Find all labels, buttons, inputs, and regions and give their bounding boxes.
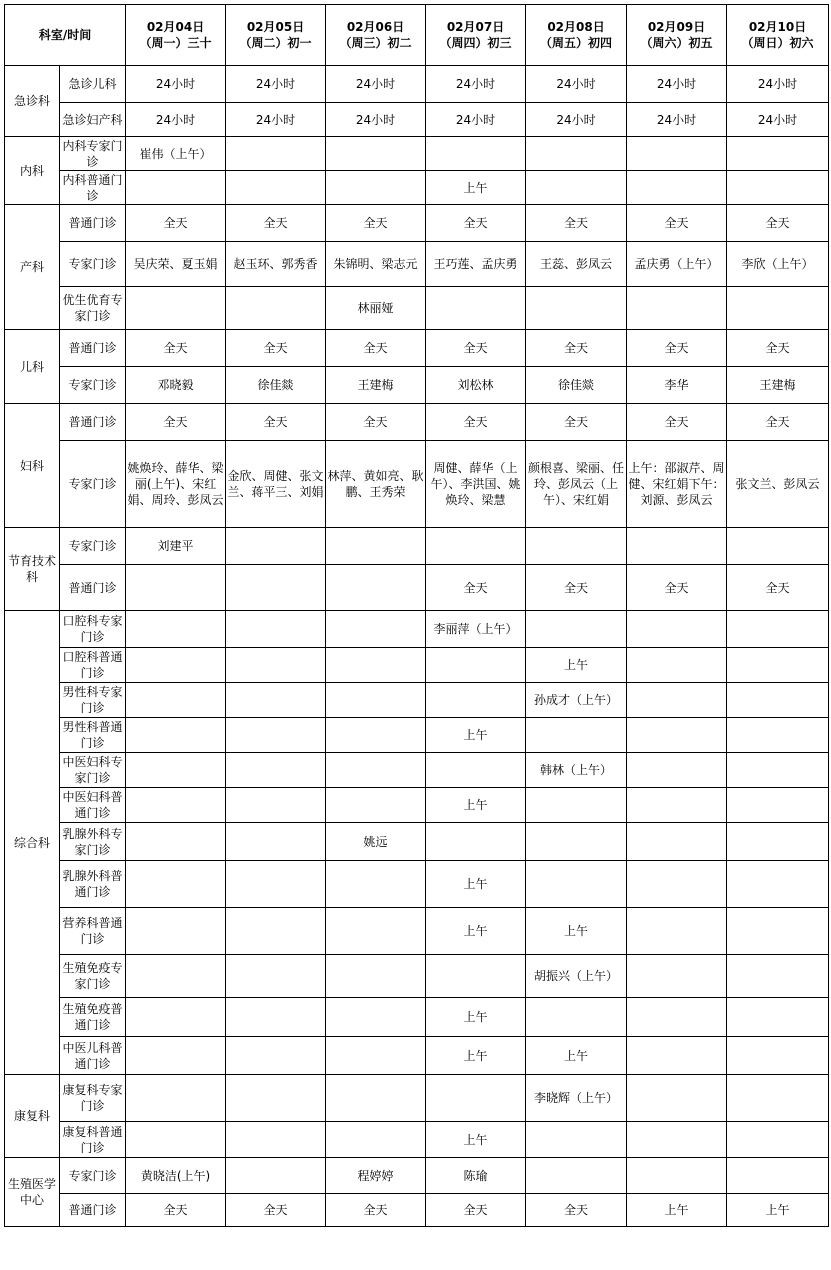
schedule-cell [326,998,426,1037]
clinic-cell: 中医妇科专家门诊 [60,753,126,788]
schedule-cell: 王建梅 [727,367,829,404]
schedule-cell [326,861,426,908]
table-row [5,1122,829,1158]
day-header: 02月10日 （周日）初六 [727,5,829,66]
schedule-cell [226,908,326,955]
schedule-cell: 刘建平 [126,528,226,565]
schedule-cell [627,1122,727,1158]
schedule-cell [627,718,727,753]
clinic-cell: 普通门诊 [60,205,126,242]
schedule-cell: 崔伟（上午） [126,137,226,171]
schedule-cell [727,528,829,565]
clinic-cell: 康复科专家门诊 [60,1075,126,1122]
schedule-cell: 周健、薛华（上午）、李洪国、姚焕玲、梁慧 [426,441,526,528]
schedule-cell: 24小时 [126,103,226,137]
clinic-cell: 专家门诊 [60,528,126,565]
schedule-cell [326,528,426,565]
schedule-cell: 全天 [526,1194,627,1227]
clinic-cell: 专家门诊 [60,242,126,287]
schedule-cell: 全天 [627,330,727,367]
schedule-cell [126,648,226,683]
table-row [5,242,829,287]
schedule-cell [727,908,829,955]
schedule-cell: 24小时 [526,103,627,137]
clinic-cell: 男性科专家门诊 [60,683,126,718]
schedule-cell: 24小时 [426,66,526,103]
schedule-body [5,5,829,1227]
schedule-cell [627,908,727,955]
clinic-cell: 营养科普通门诊 [60,908,126,955]
schedule-cell [126,861,226,908]
schedule-cell [426,1075,526,1122]
schedule-cell: 胡振兴（上午） [526,955,627,998]
schedule-cell: 陈瑜 [426,1158,526,1194]
table-row [5,998,829,1037]
schedule-cell: 全天 [426,1194,526,1227]
schedule-cell: 上午：邵淑芹、周健、宋红娟下午：刘源、彭凤云 [627,441,727,528]
schedule-cell: 24小时 [526,66,627,103]
table-row [5,908,829,955]
schedule-cell: 全天 [326,205,426,242]
schedule-cell: 全天 [727,565,829,611]
schedule-cell [126,611,226,648]
schedule-cell: 林萍、黄如亮、耿鹏、王秀荣 [326,441,426,528]
table-row [5,404,829,441]
schedule-cell [526,1158,627,1194]
schedule-cell [627,753,727,788]
table-row [5,1194,829,1227]
schedule-cell: 颜根喜、梁丽、任玲、彭凤云（上午）、宋红娟 [526,441,627,528]
schedule-cell: 上午 [426,998,526,1037]
schedule-cell [126,1122,226,1158]
department-cell: 妇科 [5,404,60,528]
schedule-cell [226,648,326,683]
schedule-cell: 全天 [226,330,326,367]
schedule-cell [226,137,326,171]
schedule-cell [226,823,326,861]
schedule-cell: 24小时 [727,103,829,137]
schedule-cell: 全天 [126,330,226,367]
schedule-cell: 24小时 [426,103,526,137]
table-row [5,287,829,330]
schedule-cell: 姚远 [326,823,426,861]
schedule-cell [226,861,326,908]
schedule-cell [326,137,426,171]
schedule-cell [126,565,226,611]
schedule-cell: 24小时 [727,66,829,103]
schedule-cell [526,137,627,171]
schedule-cell: 全天 [226,1194,326,1227]
schedule-cell [727,753,829,788]
schedule-cell: 李欣（上午） [727,242,829,287]
department-cell: 急诊科 [5,66,60,137]
schedule-cell: 全天 [526,330,627,367]
schedule-cell: 王建梅 [326,367,426,404]
schedule-cell [627,823,727,861]
schedule-cell [326,683,426,718]
schedule-cell [627,1075,727,1122]
schedule-cell [126,171,226,205]
schedule-cell: 全天 [627,404,727,441]
schedule-cell: 全天 [126,404,226,441]
schedule-cell: 孟庆勇（上午） [627,242,727,287]
day-header: 02月09日 （周六）初五 [627,5,727,66]
schedule-cell [727,1122,829,1158]
clinic-cell: 康复科普通门诊 [60,1122,126,1158]
schedule-cell [627,1037,727,1075]
schedule-cell [326,1037,426,1075]
table-row [5,955,829,998]
schedule-cell [126,1075,226,1122]
clinic-cell: 普通门诊 [60,565,126,611]
header-row [5,5,829,66]
schedule-cell: 24小时 [627,66,727,103]
department-cell: 内科 [5,137,60,205]
schedule-cell [126,998,226,1037]
schedule-cell [627,955,727,998]
schedule-cell: 全天 [226,404,326,441]
schedule-cell [627,611,727,648]
schedule-cell: 全天 [126,1194,226,1227]
day-header: 02月05日 （周二）初一 [226,5,326,66]
schedule-cell [126,287,226,330]
schedule-cell: 李晓辉（上午） [526,1075,627,1122]
schedule-cell [326,1122,426,1158]
table-row [5,441,829,528]
schedule-cell [226,611,326,648]
table-row [5,171,829,205]
schedule-cell: 韩林（上午） [526,753,627,788]
schedule-cell [226,528,326,565]
table-row [5,648,829,683]
schedule-cell: 全天 [126,205,226,242]
table-row [5,1158,829,1194]
schedule-cell [226,287,326,330]
schedule-cell [727,611,829,648]
clinic-cell: 中医儿科普通门诊 [60,1037,126,1075]
schedule-cell [226,1158,326,1194]
schedule-cell [627,861,727,908]
schedule-cell [526,611,627,648]
clinic-cell: 普通门诊 [60,1194,126,1227]
schedule-cell [126,955,226,998]
clinic-cell: 乳腺外科普通门诊 [60,861,126,908]
schedule-cell [126,718,226,753]
schedule-cell: 上午 [426,171,526,205]
department-cell: 综合科 [5,611,60,1075]
schedule-cell [526,528,627,565]
schedule-cell [326,565,426,611]
schedule-cell [326,788,426,823]
schedule-cell: 全天 [226,205,326,242]
schedule-cell: 徐佳燚 [226,367,326,404]
clinic-cell: 优生优育专家门诊 [60,287,126,330]
day-header: 02月07日 （周四）初三 [426,5,526,66]
schedule-cell: 全天 [426,205,526,242]
schedule-cell: 24小时 [326,66,426,103]
schedule-cell [226,955,326,998]
schedule-cell: 上午 [426,908,526,955]
schedule-cell [526,1122,627,1158]
schedule-cell: 全天 [727,205,829,242]
schedule-cell [627,528,727,565]
clinic-cell: 普通门诊 [60,404,126,441]
schedule-cell [226,998,326,1037]
clinic-cell: 内科普通门诊 [60,171,126,205]
table-row [5,683,829,718]
schedule-cell [126,683,226,718]
schedule-cell: 24小时 [326,103,426,137]
schedule-cell [426,823,526,861]
schedule-cell: 上午 [426,788,526,823]
table-row [5,718,829,753]
schedule-cell [126,908,226,955]
schedule-cell [426,287,526,330]
clinic-cell: 口腔科专家门诊 [60,611,126,648]
schedule-cell: 上午 [526,648,627,683]
schedule-cell: 24小时 [627,103,727,137]
schedule-cell: 孙成才（上午） [526,683,627,718]
schedule-cell [126,753,226,788]
schedule-cell [627,1158,727,1194]
clinic-cell: 专家门诊 [60,367,126,404]
clinic-cell: 内科专家门诊 [60,137,126,171]
schedule-cell: 黄晓洁(上午) [126,1158,226,1194]
schedule-cell [226,565,326,611]
clinic-cell: 口腔科普通门诊 [60,648,126,683]
schedule-cell: 全天 [426,330,526,367]
schedule-table [4,4,829,1227]
schedule-cell: 上午 [426,718,526,753]
schedule-cell: 全天 [727,404,829,441]
schedule-cell: 李丽萍（上午） [426,611,526,648]
department-cell: 节育技术科 [5,528,60,611]
schedule-cell: 全天 [526,404,627,441]
schedule-cell: 金欣、周健、张文兰、蒋平三、刘娟 [226,441,326,528]
schedule-cell [627,648,727,683]
schedule-cell: 张文兰、彭凤云 [727,441,829,528]
schedule-cell [526,171,627,205]
table-row [5,137,829,171]
schedule-cell [426,528,526,565]
schedule-cell: 全天 [326,404,426,441]
schedule-cell: 上午 [627,1194,727,1227]
clinic-cell: 男性科普通门诊 [60,718,126,753]
department-cell: 产科 [5,205,60,330]
schedule-cell [426,137,526,171]
clinic-cell: 专家门诊 [60,441,126,528]
schedule-cell [727,171,829,205]
schedule-cell [426,955,526,998]
table-row [5,1075,829,1122]
schedule-cell [226,718,326,753]
schedule-cell: 全天 [627,205,727,242]
schedule-cell: 徐佳燚 [526,367,627,404]
schedule-cell: 全天 [627,565,727,611]
schedule-cell [727,788,829,823]
schedule-cell: 邓晓毅 [126,367,226,404]
schedule-cell [126,788,226,823]
schedule-cell: 全天 [526,565,627,611]
schedule-cell [326,171,426,205]
schedule-cell: 上午 [426,1037,526,1075]
schedule-cell [426,753,526,788]
schedule-cell [126,823,226,861]
department-cell: 儿科 [5,330,60,404]
schedule-cell [326,611,426,648]
schedule-cell [627,998,727,1037]
schedule-cell [727,1075,829,1122]
schedule-cell [226,171,326,205]
schedule-cell: 全天 [426,404,526,441]
schedule-cell [126,1037,226,1075]
schedule-cell [526,998,627,1037]
schedule-cell: 上午 [526,1037,627,1075]
clinic-cell: 急诊儿科 [60,66,126,103]
clinic-cell: 乳腺外科专家门诊 [60,823,126,861]
schedule-cell [727,648,829,683]
schedule-cell [526,718,627,753]
clinic-cell: 中医妇科普通门诊 [60,788,126,823]
schedule-cell [727,718,829,753]
schedule-cell [326,753,426,788]
schedule-cell: 全天 [426,565,526,611]
schedule-cell: 全天 [326,1194,426,1227]
schedule-cell: 吴庆荣、夏玉娟 [126,242,226,287]
schedule-cell [727,137,829,171]
schedule-cell [526,823,627,861]
table-row [5,565,829,611]
day-header: 02月06日 （周三）初二 [326,5,426,66]
schedule-cell: 上午 [727,1194,829,1227]
schedule-cell: 上午 [426,1122,526,1158]
schedule-cell [226,1075,326,1122]
schedule-cell [727,823,829,861]
corner-header: 科室/时间 [5,5,126,66]
table-row [5,861,829,908]
schedule-cell: 刘松林 [426,367,526,404]
schedule-cell [326,955,426,998]
schedule-cell [627,788,727,823]
table-row [5,753,829,788]
table-row [5,823,829,861]
table-row [5,1037,829,1075]
schedule-cell [627,171,727,205]
schedule-cell: 程婷婷 [326,1158,426,1194]
schedule-cell: 全天 [526,205,627,242]
schedule-cell: 全天 [727,330,829,367]
table-row [5,330,829,367]
schedule-cell [627,287,727,330]
schedule-cell: 王巧莲、孟庆勇 [426,242,526,287]
schedule-cell: 赵玉环、郭秀香 [226,242,326,287]
clinic-cell: 普通门诊 [60,330,126,367]
day-header: 02月04日 （周一）三十 [126,5,226,66]
schedule-cell: 24小时 [226,103,326,137]
schedule-cell [426,683,526,718]
schedule-cell [627,683,727,718]
schedule-cell: 朱锦明、梁志元 [326,242,426,287]
clinic-cell: 生殖免疫普通门诊 [60,998,126,1037]
schedule-cell [627,137,727,171]
schedule-cell: 上午 [526,908,627,955]
clinic-cell: 生殖免疫专家门诊 [60,955,126,998]
schedule-cell [226,1037,326,1075]
table-row [5,367,829,404]
schedule-cell [226,1122,326,1158]
schedule-cell [326,1075,426,1122]
schedule-cell [226,683,326,718]
schedule-cell [727,861,829,908]
schedule-cell [526,287,627,330]
schedule-cell [727,1158,829,1194]
schedule-cell [326,648,426,683]
schedule-cell [526,788,627,823]
schedule-cell: 24小时 [126,66,226,103]
schedule-cell [426,648,526,683]
schedule-cell [526,861,627,908]
schedule-cell [326,908,426,955]
schedule-cell [727,1037,829,1075]
table-row [5,528,829,565]
clinic-cell: 专家门诊 [60,1158,126,1194]
table-row [5,103,829,137]
table-row [5,205,829,242]
schedule-cell: 姚焕玲、薛华、梁丽(上午)、宋红娟、周玲、彭凤云 [126,441,226,528]
schedule-cell [727,287,829,330]
schedule-cell: 上午 [426,861,526,908]
schedule-cell: 王蕊、彭凤云 [526,242,627,287]
schedule-cell [727,955,829,998]
table-row [5,66,829,103]
schedule-cell [727,998,829,1037]
table-row [5,611,829,648]
schedule-cell: 林丽娅 [326,287,426,330]
day-header: 02月08日 （周五）初四 [526,5,627,66]
schedule-cell: 全天 [326,330,426,367]
department-cell: 生殖医学中心 [5,1158,60,1227]
schedule-cell [226,788,326,823]
schedule-cell: 24小时 [226,66,326,103]
schedule-cell [326,718,426,753]
schedule-cell [727,683,829,718]
schedule-cell [226,753,326,788]
department-cell: 康复科 [5,1075,60,1158]
table-row [5,788,829,823]
schedule-cell: 李华 [627,367,727,404]
clinic-cell: 急诊妇产科 [60,103,126,137]
